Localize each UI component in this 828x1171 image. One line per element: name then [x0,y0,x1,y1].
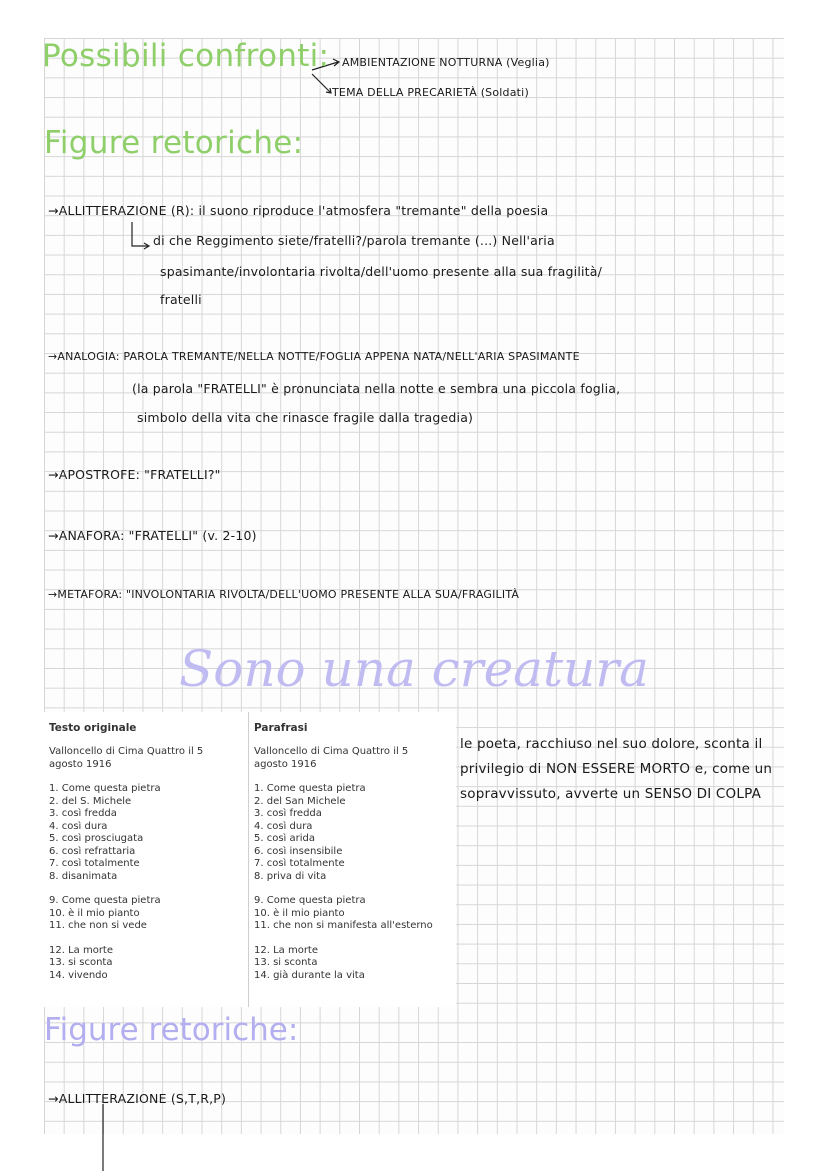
analogia-line-1: (la parola "FRATELLI" è pronunciata nella notte e sembra una piccola foglia, [132,381,621,396]
title-figure-retoriche: Figure retoriche: [44,125,304,161]
verse: 1. Come questa pietra [254,783,366,794]
original-stanza-1 [49,783,253,883]
verse: 9. Come questa pietra [49,895,161,906]
verse: 12. La morte [49,944,114,956]
verse: 2. del San Michele [254,795,346,807]
metafora: →METAFORA: "INVOLONTARIA RIVOLTA/DELL'UOMO PRESENTE ALLA SUA/FRAGILITÀ [48,588,520,601]
verse: 12. La morte [254,944,319,956]
verse: 6. così insensibile [254,845,343,857]
parafrasi-place [254,746,456,771]
verse: 13. si sconta [254,957,318,968]
arrow-icon [312,74,331,93]
verse: 10. è il mio pianto [254,907,345,919]
verse: 8. priva di vita [254,870,327,882]
verse: 14. già durante la vita [254,969,365,981]
verse: 3. così fredda [49,808,117,819]
analogia-line-2: simbolo della vita che rinasce fragile dalla tragedia) [137,410,474,425]
alliterazione-2: →ALLITTERAZIONE (S,T,R,P) [48,1091,227,1106]
original-place [49,746,253,771]
alliterazione-line-3: fratelli [160,292,202,307]
anafora: →ANAFORA: "FRATELLI" (v. 2-10) [48,528,257,543]
original-text-panel [44,712,253,1007]
title-figure-retoriche-2: Figure retoriche: [44,1012,299,1048]
verse: 4. così dura [254,820,313,832]
verse: 9. Come questa pietra [254,895,366,906]
parafrasi-panel [249,712,456,1007]
apostrofe: →APOSTROFE: "FRATELLI?" [48,467,221,482]
verse: 4. così dura [49,820,108,832]
place-line: Valloncello di Cima Quattro il 5 [49,746,204,757]
verse: 8. disanimata [49,870,118,882]
verse: 6. così refrattaria [49,845,136,857]
parafrasi-stanza-3 [254,945,456,983]
verse: 7. così totalmente [49,858,140,869]
verse: 7. così totalmente [254,858,345,869]
place-line: agosto 1916 [49,758,112,770]
verse: 1. Come questa pietra [49,783,161,794]
verse: 14. vivendo [49,969,108,981]
alliterazione-head: →ALLITTERAZIONE (R): il suono riproduce l'atmosfera "tremante" della poesia [48,203,549,218]
note-text: le poeta, racchiuso nel suo dolore, sconta il privilegio di NON ESSERE MORTO e, come un sopravvissuto, avverte un SENSO DI COLPA [460,736,773,802]
poem-title: Sono una creatura [179,640,649,698]
original-stanza-2 [49,895,253,933]
verse: 3. così fredda [254,808,322,819]
arrow-icon [132,222,149,249]
analogia-head: →ANALOGIA: PAROLA TREMANTE/NELLA NOTTE/FOGLIA APPENA NATA/NELL'ARIA SPASIMANTE [48,350,580,363]
alliterazione-line-1: di che Reggimento siete/fratelli?/parola tremante (...) Nell'aria [153,233,555,248]
verse: 13. si sconta [49,957,113,968]
parafrasi-header: Parafrasi [254,722,308,734]
verse: 5. così prosciugata [49,833,144,844]
place-line: agosto 1916 [254,758,317,770]
place-line: Valloncello di Cima Quattro il 5 [254,746,409,757]
alliterazione-line-2: spasimante/involontaria rivolta/dell'uomo presente alla sua fragilità/ [160,264,603,279]
verse: 5. così arida [254,833,315,844]
verse: 2. del S. Michele [49,795,132,807]
parafrasi-stanza-2 [254,895,456,933]
parafrasi-stanza-1 [254,783,456,883]
verse: 11. che non si manifesta all'esterno [254,920,433,931]
verse: 11. che non si vede [49,920,147,931]
original-header: Testo originale [49,722,137,734]
original-stanza-3 [49,945,253,983]
confronto-2: TEMA DELLA PRECARIETÀ (Soldati) [332,86,529,99]
title-confronti: Possibili confronti: [42,38,330,74]
confronto-1: AMBIENTAZIONE NOTTURNA (Veglia) [342,56,550,69]
verse: 10. è il mio pianto [49,907,140,919]
